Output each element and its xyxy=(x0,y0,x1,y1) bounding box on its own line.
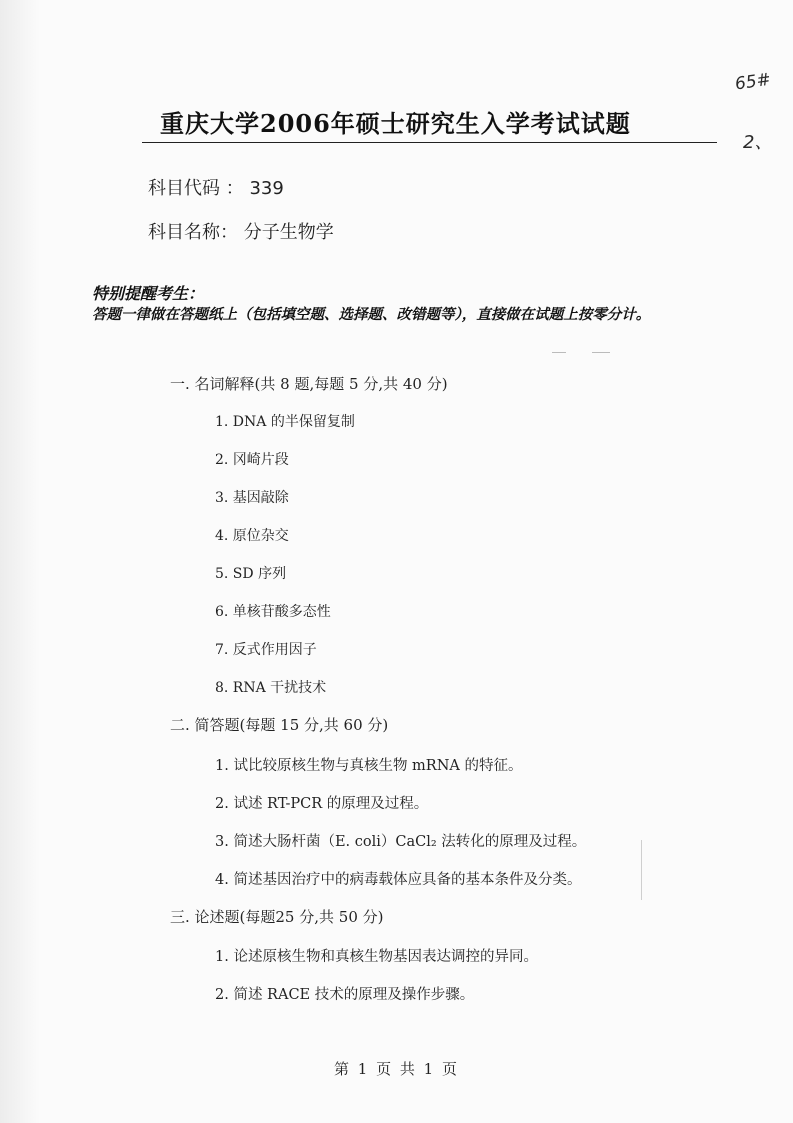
scan-line xyxy=(641,840,642,900)
page-footer: 第 1 页 共 1 页 xyxy=(334,1060,459,1078)
section-1-item: 6. 单核苷酸多态性 xyxy=(215,604,331,620)
section-1-heading: 一. 名词解释(共 8 题,每题 5 分,共 40 分) xyxy=(170,375,448,393)
section-1-item: 2. 冈崎片段 xyxy=(215,452,289,468)
section-2-item: 3. 简述大肠杆菌（E. coli）CaCl₂ 法转化的原理及过程。 xyxy=(215,834,587,850)
subject-code: 科目代码 ： 339 xyxy=(148,178,284,199)
scan-speck xyxy=(592,352,610,353)
notice-body: 答题一律做在答题纸上（包括填空题、选择题、改错题等），直接做在试题上按零分计。 xyxy=(92,306,651,323)
title-underline xyxy=(142,142,717,143)
scan-shadow xyxy=(0,0,40,1123)
section-1-item: 5. SD 序列 xyxy=(215,566,287,582)
subject-name: 科目名称： 分子生物学 xyxy=(148,222,334,243)
section-1-item: 4. 原位杂交 xyxy=(215,528,289,544)
section-2-item: 4. 简述基因治疗中的病毒载体应具备的基本条件及分类。 xyxy=(215,872,582,888)
section-1-item: 3. 基因敲除 xyxy=(215,490,289,506)
section-2-item: 1. 试比较原核生物与真核生物 mRNA 的特征。 xyxy=(215,758,523,774)
handwritten-mark: 2、 xyxy=(743,132,773,153)
notice-heading: 特别提醒考生： xyxy=(92,284,205,303)
section-2-item: 2. 试述 RT-PCR 的原理及过程。 xyxy=(215,796,429,812)
handwritten-number: 65# xyxy=(733,69,773,95)
section-1-item: 1. DNA 的半保留复制 xyxy=(215,414,355,430)
scan-speck xyxy=(552,352,566,353)
section-3-item: 1. 论述原核生物和真核生物基因表达调控的异同。 xyxy=(215,949,538,965)
section-3-heading: 三. 论述题(每题25 分,共 50 分) xyxy=(170,908,384,926)
section-1-item: 8. RNA 干扰技术 xyxy=(215,680,327,696)
exam-title: 重庆大学2006年硕士研究生入学考试试题 xyxy=(160,109,631,138)
section-2-heading: 二. 简答题(每题 15 分,共 60 分) xyxy=(170,716,389,734)
section-1-item: 7. 反式作用因子 xyxy=(215,642,317,658)
section-3-item: 2. 简述 RACE 技术的原理及操作步骤。 xyxy=(215,987,475,1003)
